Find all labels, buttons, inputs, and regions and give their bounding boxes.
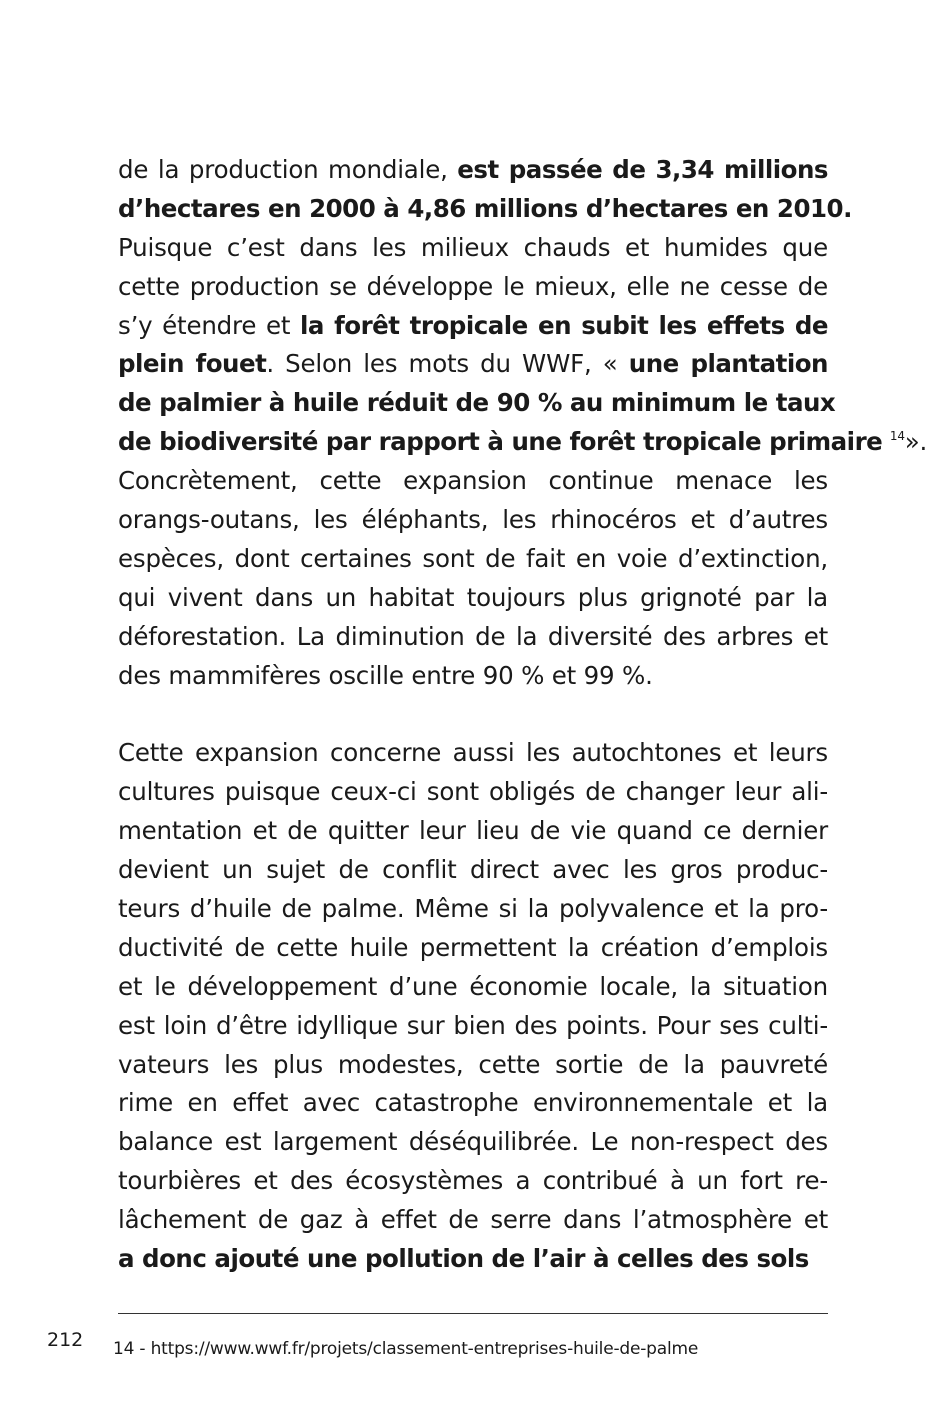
text-line bbox=[118, 657, 828, 696]
text-line bbox=[118, 1162, 828, 1201]
text-segment: des mammifères oscille entre 90 % et 99 %. bbox=[118, 660, 653, 690]
text-segment: cette production se développe le mieux, elle ne cesse de bbox=[118, 271, 828, 301]
text-segment: ». bbox=[904, 427, 928, 457]
text-segment: teurs d’huile de palme. Même si la polyvalence et la pro- bbox=[118, 894, 828, 924]
text-line bbox=[118, 890, 828, 929]
text-segment: Puisque c’est dans les milieux chauds et humides que bbox=[118, 232, 828, 262]
text-line bbox=[118, 423, 928, 462]
text-line bbox=[118, 579, 828, 618]
text-line bbox=[118, 151, 828, 190]
footnote-reference: 14 bbox=[889, 429, 905, 444]
text-segment: Cette expansion concerne aussi les autochtones et leurs bbox=[118, 738, 828, 768]
bold-text: d’hectares en 2000 à 4,86 millions d’hectares en 2010. bbox=[118, 193, 852, 223]
text-segment: est loin d’être idyllique sur bien des points. Pour ses culti- bbox=[118, 1010, 828, 1040]
text-segment: mentation et de quitter leur lieu de vie quand ce dernier bbox=[118, 816, 828, 846]
footnote-rule bbox=[118, 1313, 828, 1314]
text-segment bbox=[882, 427, 890, 456]
text-segment: vateurs les plus modestes, cette sortie de la pauvreté bbox=[118, 1049, 828, 1079]
bold-text: est passée de 3,34 millions bbox=[457, 155, 828, 184]
text-line bbox=[118, 812, 828, 851]
page-body bbox=[118, 151, 928, 1279]
text-line bbox=[118, 1007, 828, 1046]
page-number: 212 bbox=[47, 1329, 84, 1351]
bold-text: de biodiversité par rapport à une forêt tropicale primaire bbox=[118, 427, 883, 457]
text-segment: Concrètement, cette expansion continue menace les bbox=[118, 466, 828, 496]
text-line bbox=[118, 1123, 828, 1162]
text-line bbox=[118, 1084, 828, 1123]
text-line bbox=[118, 540, 828, 579]
text-segment: tourbières et des écosystèmes a contribué à un fort re- bbox=[118, 1166, 828, 1196]
text-segment: balance est largement déséquilibrée. Le non-respect des bbox=[118, 1127, 828, 1157]
text-line bbox=[118, 229, 828, 268]
text-line bbox=[118, 190, 852, 229]
text-line bbox=[118, 1240, 828, 1279]
text-line bbox=[118, 851, 828, 890]
text-segment: ductivité de cette huile permettent la création d’emplois bbox=[118, 932, 828, 962]
text-segment: orangs-outans, les éléphants, les rhinocéros et d’autres bbox=[118, 505, 828, 535]
text-line bbox=[118, 384, 836, 423]
bold-text: a donc ajouté une pollution de l’air à celles des sols bbox=[118, 1244, 809, 1274]
bold-text: de palmier à huile réduit de 90 % au minimum le taux bbox=[118, 388, 836, 418]
text-line bbox=[118, 929, 828, 968]
paragraph-gap bbox=[118, 695, 828, 734]
bold-text: une plantation bbox=[628, 349, 828, 379]
text-segment: cultures puisque ceux-ci sont obligés de changer leur ali- bbox=[118, 777, 828, 807]
text-segment: . Selon les mots du WWF, « bbox=[266, 349, 629, 379]
text-line bbox=[118, 345, 828, 384]
text-segment: s’y étendre et bbox=[118, 310, 300, 340]
text-line bbox=[118, 773, 828, 812]
text-segment: de la production mondiale, bbox=[118, 155, 458, 184]
text-line bbox=[118, 268, 828, 307]
text-line bbox=[118, 734, 828, 773]
paragraph bbox=[118, 734, 828, 1278]
text-segment: qui vivent dans un habitat toujours plus grignoté par la bbox=[118, 582, 828, 612]
footnote: 14 - https://www.wwf.fr/projets/classement-entreprises-huile-de-palme bbox=[113, 1339, 699, 1359]
text-segment: et le développement d’une économie locale, la situation bbox=[118, 971, 828, 1001]
text-line bbox=[118, 1201, 828, 1240]
bold-text: plein fouet bbox=[118, 349, 267, 379]
text-line bbox=[118, 462, 828, 501]
text-segment: rime en effet avec catastrophe environnementale et la bbox=[118, 1088, 828, 1118]
text-line bbox=[118, 307, 828, 346]
text-line bbox=[118, 968, 828, 1007]
paragraph bbox=[118, 151, 928, 695]
text-segment: déforestation. La diminution de la diversité des arbres et bbox=[118, 621, 828, 651]
text-segment: espèces, dont certaines sont de fait en voie d’extinction, bbox=[118, 543, 828, 573]
text-segment: devient un sujet de conflit direct avec les gros produc- bbox=[118, 855, 828, 885]
text-segment: lâchement de gaz à effet de serre dans l’atmosphère et bbox=[118, 1205, 828, 1235]
bold-text: la forêt tropicale en subit les effets de bbox=[299, 310, 828, 340]
text-line bbox=[118, 1046, 828, 1085]
text-line bbox=[118, 618, 828, 657]
text-line bbox=[118, 501, 828, 540]
